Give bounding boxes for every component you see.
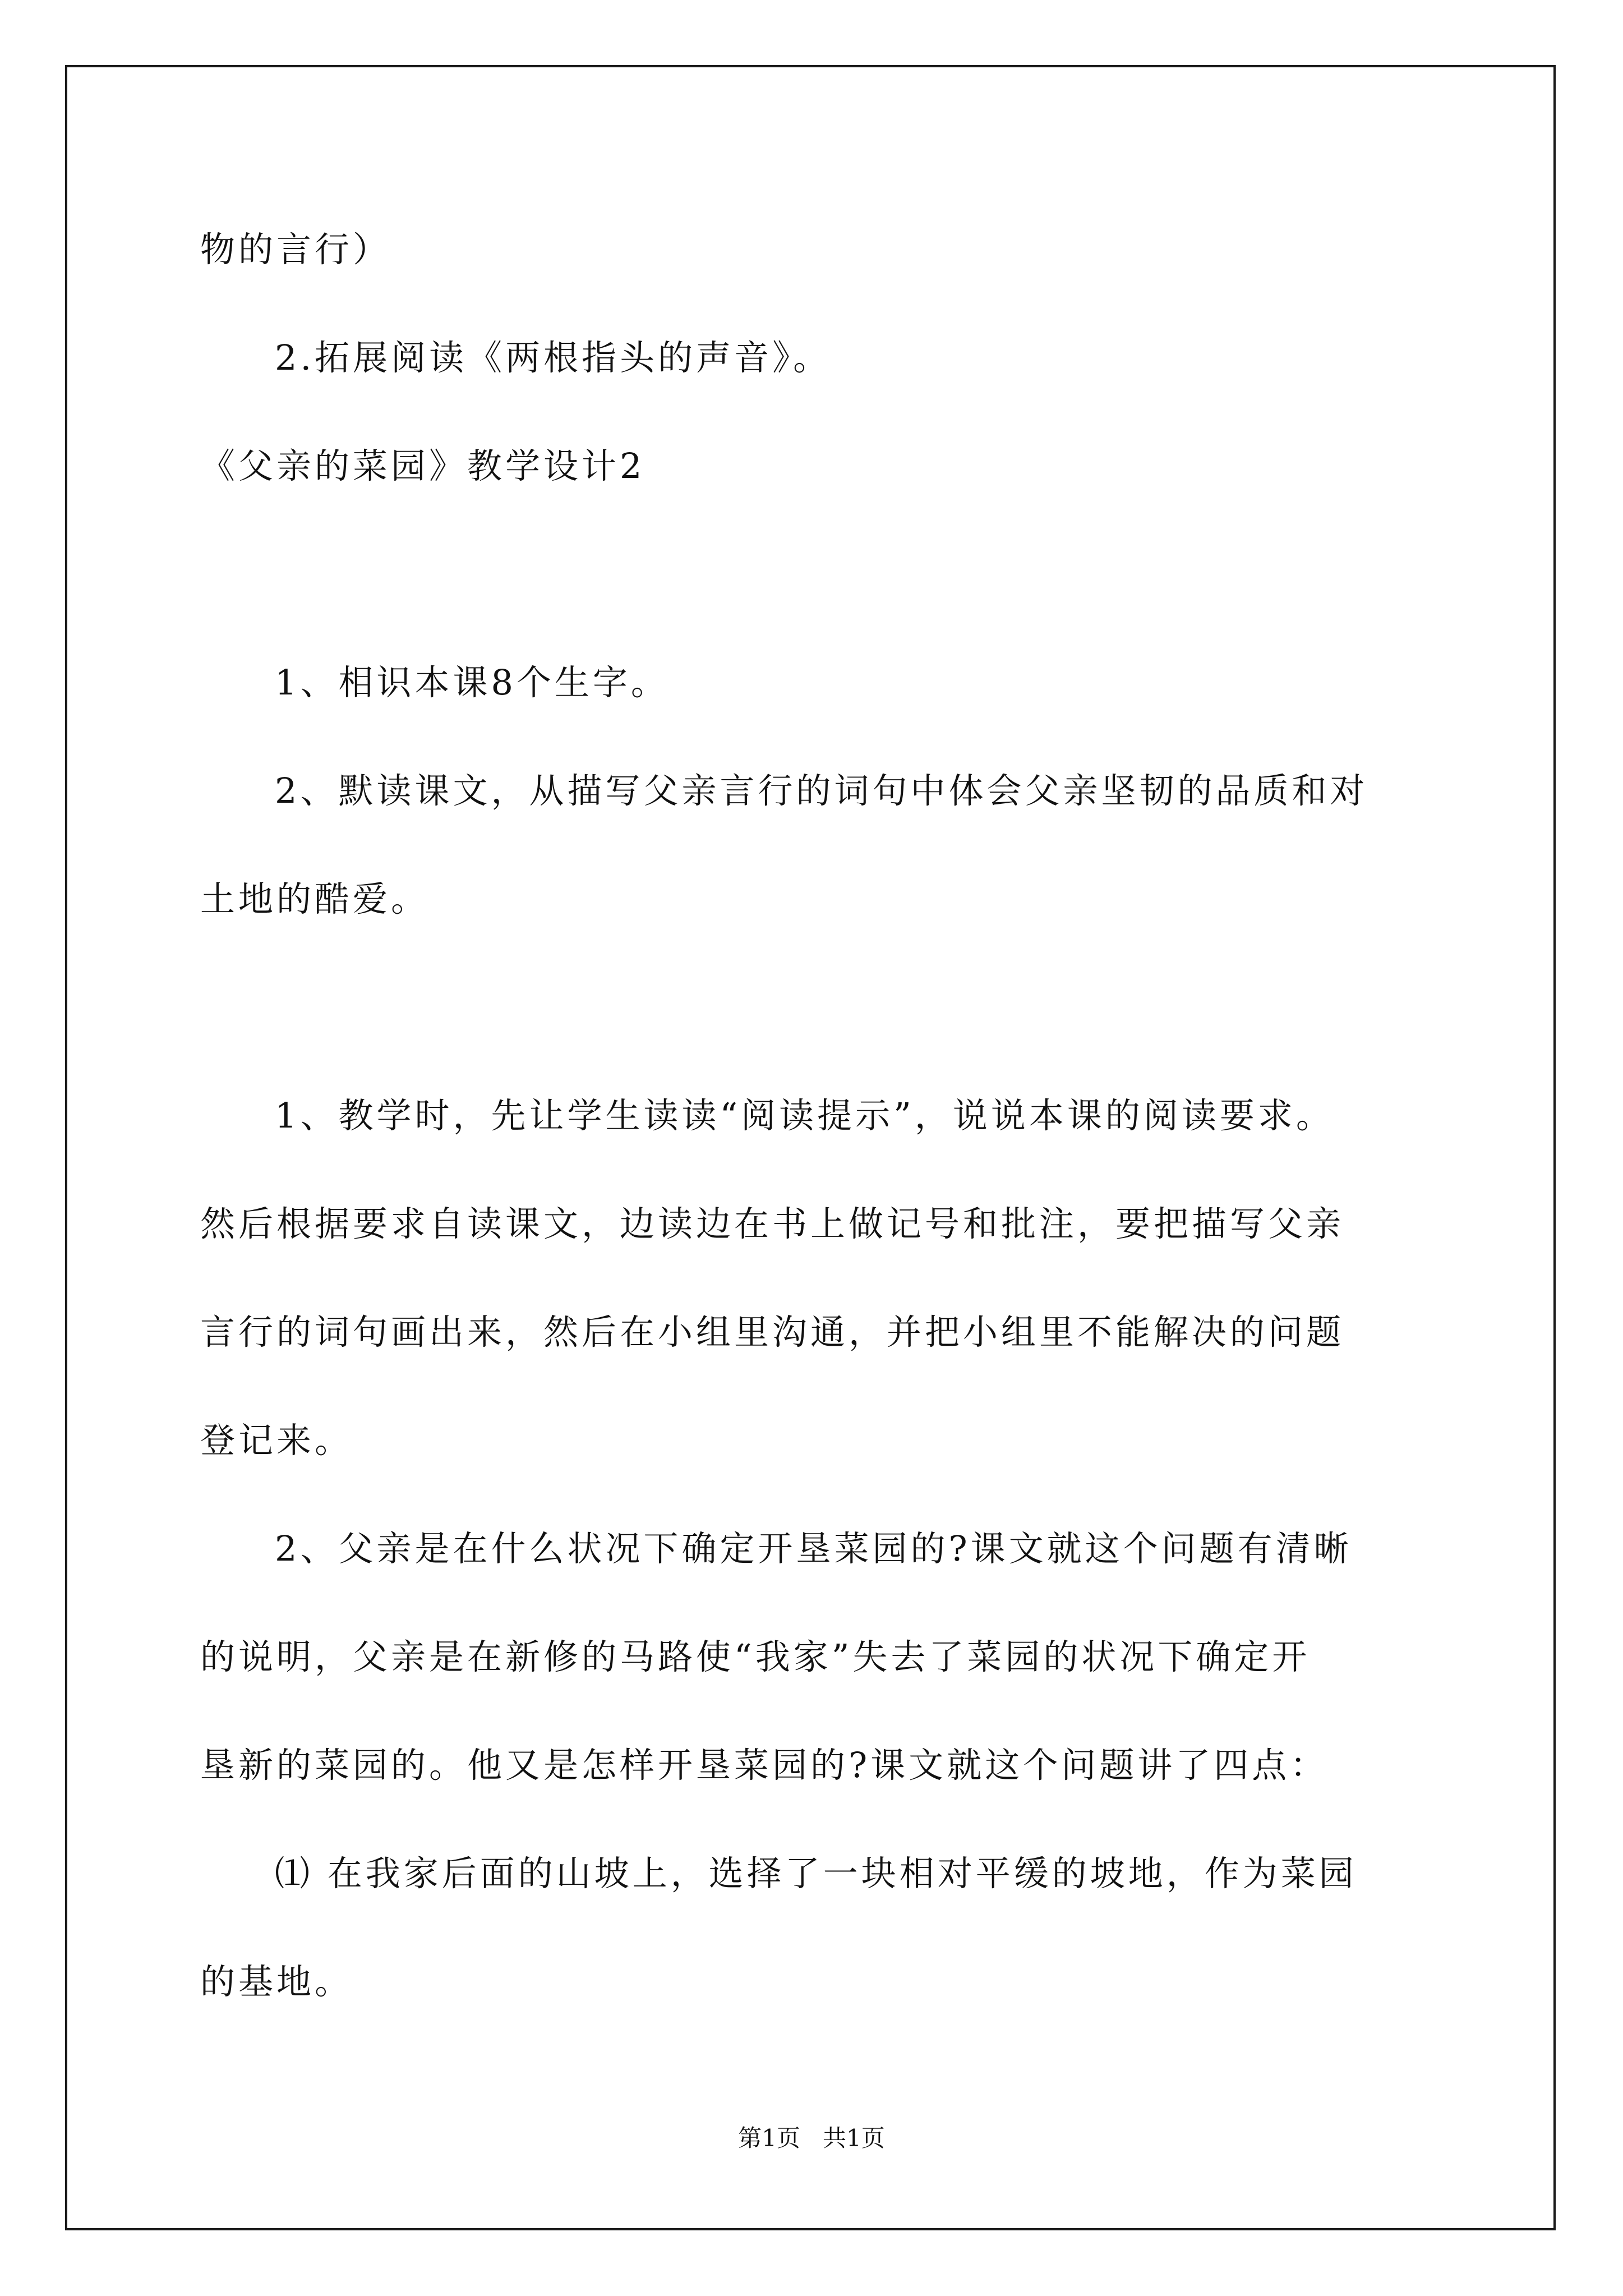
text-line: 1、相识本课8个生字。 — [275, 662, 669, 703]
text-line: 2.拓展阅读《两根指头的声音》。 — [275, 337, 832, 378]
text-line: 土地的酷爱。 — [200, 878, 430, 919]
text-line: 1、教学时，先让学生读读“阅读提示”，说说本课的阅读要求。 — [275, 1095, 1334, 1136]
text-line: 物的言行） — [200, 229, 391, 270]
text-line: 言行的词句画出来，然后在小组里沟通，并把小组里不能解决的问题 — [200, 1312, 1345, 1352]
page-border — [65, 65, 1556, 2230]
page-footer: 第1页 共1页 — [738, 2124, 885, 2152]
text-line: ⑴ 在我家后面的山坡上，选择了一块相对平缓的坡地，作为菜园 — [275, 1853, 1357, 1894]
text-line: 的说明，父亲是在新修的马路使“我家”失去了菜园的状况下确定开 — [200, 1636, 1311, 1677]
section-heading: 《父亲的菜园》教学设计2 — [200, 445, 645, 486]
text-line: 登记来。 — [200, 1420, 353, 1461]
text-line: 2、默读课文，从描写父亲言行的词句中体会父亲坚韧的品质和对 — [275, 770, 1368, 811]
text-line: 垦新的菜园的。他又是怎样开垦菜园的?课文就这个问题讲了四点： — [200, 1745, 1329, 1786]
text-line: 的基地。 — [200, 1961, 353, 2002]
text-line: 然后根据要求自读课文，边读边在书上做记号和批注，要把描写父亲 — [200, 1203, 1345, 1244]
text-line: 2、父亲是在什么状况下确定开垦菜园的?课文就这个问题有清晰 — [275, 1528, 1352, 1569]
